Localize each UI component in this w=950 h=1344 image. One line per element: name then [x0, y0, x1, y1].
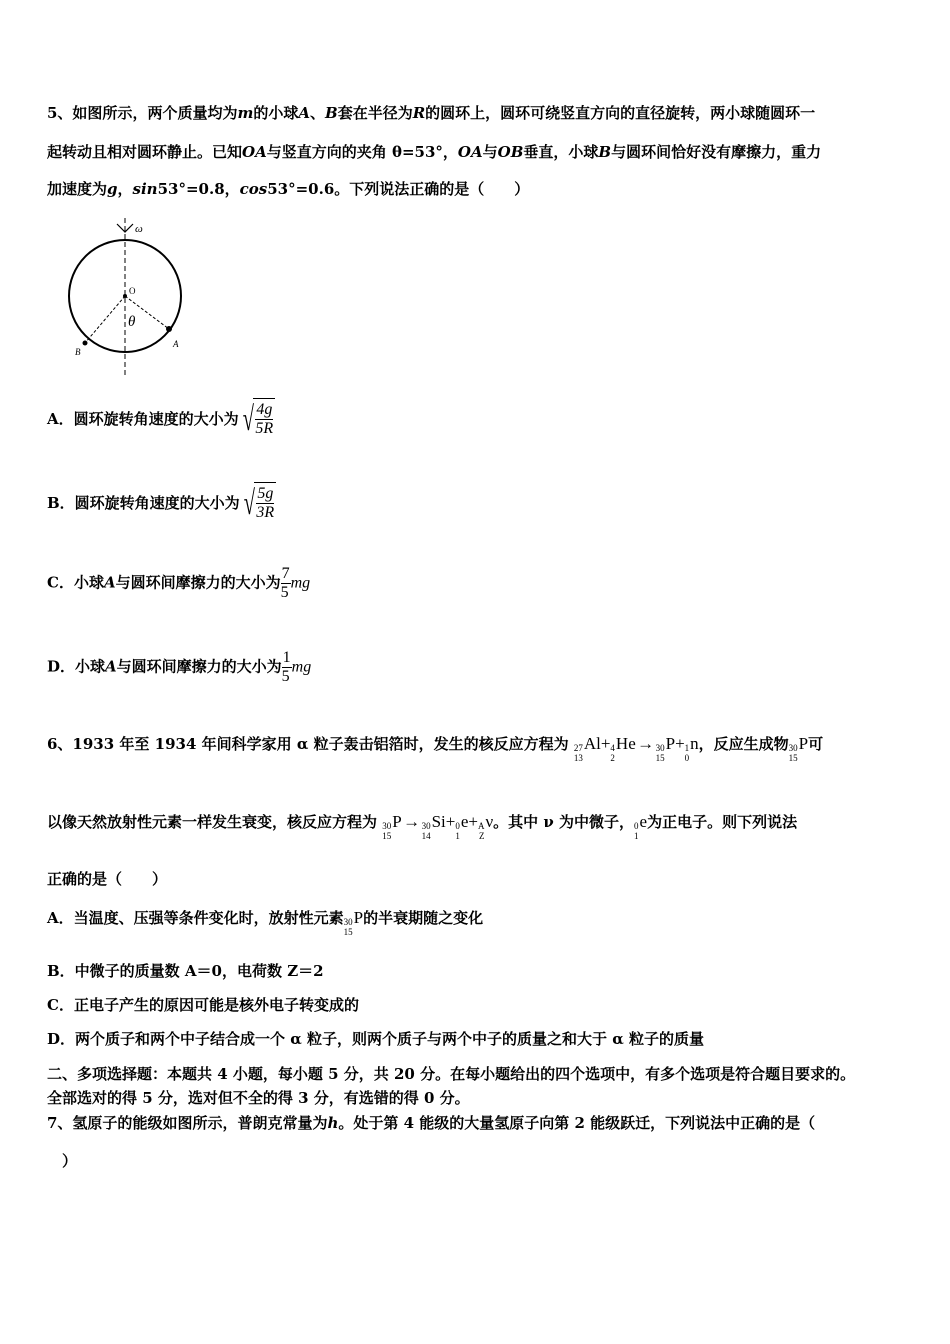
positron-symbol: 0 1 e — [634, 812, 648, 841]
q6-line-3: 正确的是（ ） — [47, 870, 168, 888]
b-label: B — [75, 347, 81, 357]
q5-option-d[interactable]: D．小球A与圆环间摩擦力的大小为 $\frac{1}{5}$ mg — [47, 649, 312, 685]
isotope-p30-option: 30 15 P — [343, 908, 364, 937]
line-OB — [85, 296, 125, 343]
center-point — [123, 294, 127, 298]
q6-line-1: 6、1933 年至 1934 年间科学家用 α 粒子轰击铝箔时，发生的核反应方程为 27 13 Al+ 4 2 He → 30 15 P+ 1 0 n，反应生成物 30 15 P可 — [47, 734, 824, 763]
q5-line-3: 加速度为g，sin53°=0.8，cos53°=0.6。下列说法正确的是（ ） — [47, 180, 530, 198]
ball-A — [166, 326, 172, 332]
isotope-p30: 30 15 P — [788, 734, 809, 763]
q5-option-c[interactable]: C．小球A与圆环间摩擦力的大小为 $\frac{7}{5}$ mg — [47, 565, 311, 601]
ring-diagram — [55, 212, 195, 382]
q5-option-a[interactable]: A．圆环旋转角速度的大小为 √ $\frac{4g}{5R}$ — [47, 398, 275, 442]
sqrt-4g-5R: √ $\frac{4g}{5R}$ — [239, 398, 276, 442]
ball-B — [83, 341, 88, 346]
sqrt-5g-3R: √ $\frac{5g}{3R}$ — [240, 482, 277, 526]
q7-line-2: ） — [62, 1152, 78, 1170]
q7-line-1: 7、氢原子的能级如图所示，普朗克常量为h。处于第 4 能级的大量氢原子向第 2 能级跃迁，下列说法中正确的是（ — [47, 1114, 816, 1132]
section-2-heading: 二、多项选择题：本题共 4 小题，每小题 5 分，共 20 分。在每小题给出的四个选项中，有多个选项是符合题目要求的。 — [47, 1065, 856, 1083]
q6-option-c[interactable]: C．正电子产生的原因可能是核外电子转变成的 — [47, 996, 359, 1014]
reaction-equation-2: 30 15 P → 30 14 Si+ 0 1 e+ A Z ν — [382, 812, 494, 841]
theta-label: θ — [128, 314, 136, 330]
q5-line-1: 5、如图所示，两个质量均为m的小球A、B套在半径为R的圆环上，圆环可绕竖直方向的直径旋转，两小球随圆环一 — [47, 104, 816, 122]
a-label: A — [173, 339, 179, 349]
q5-line-2: 起转动且相对圆环静止。已知OA与竖直方向的夹角 θ=53°，OA与OB垂直，小球B与圆环间恰好没有摩擦力，重力 — [47, 143, 822, 161]
frac-7-5: $\frac{7}{5}$ — [280, 565, 290, 601]
q6-option-b[interactable]: B．中微子的质量数 A＝0，电荷数 Z＝2 — [47, 962, 324, 980]
section-2-scoring: 全部选对的得 5 分，选对但不全的得 3 分，有选错的得 0 分。 — [47, 1089, 470, 1107]
frac-1-5: $\frac{1}{5}$ — [281, 649, 291, 685]
q6-option-a[interactable]: A．当温度、压强等条件变化时，放射性元素 30 15 P的半衰期随之变化 — [47, 908, 484, 937]
q6-line-2: 以像天然放射性元素一样发生衰变，核反应方程为 30 15 P → 30 14 Si+ 0 1 e+ A Z ν。其中 ν 为中微子， 0 1 e为正电子。则下列说法 — [47, 812, 798, 841]
reaction-equation-1: 27 13 Al+ 4 2 He → 30 15 P+ 1 0 n — [573, 734, 699, 763]
omega-label: ω — [135, 223, 143, 235]
q6-option-d[interactable]: D．两个质子和两个中子结合成一个 α 粒子，则两个质子与两个中子的质量之和大于 α 粒子的质量 — [47, 1030, 704, 1048]
q5-option-b[interactable]: B．圆环旋转角速度的大小为 √ $\frac{5g}{3R}$ — [47, 482, 276, 526]
o-label: O — [129, 286, 136, 296]
